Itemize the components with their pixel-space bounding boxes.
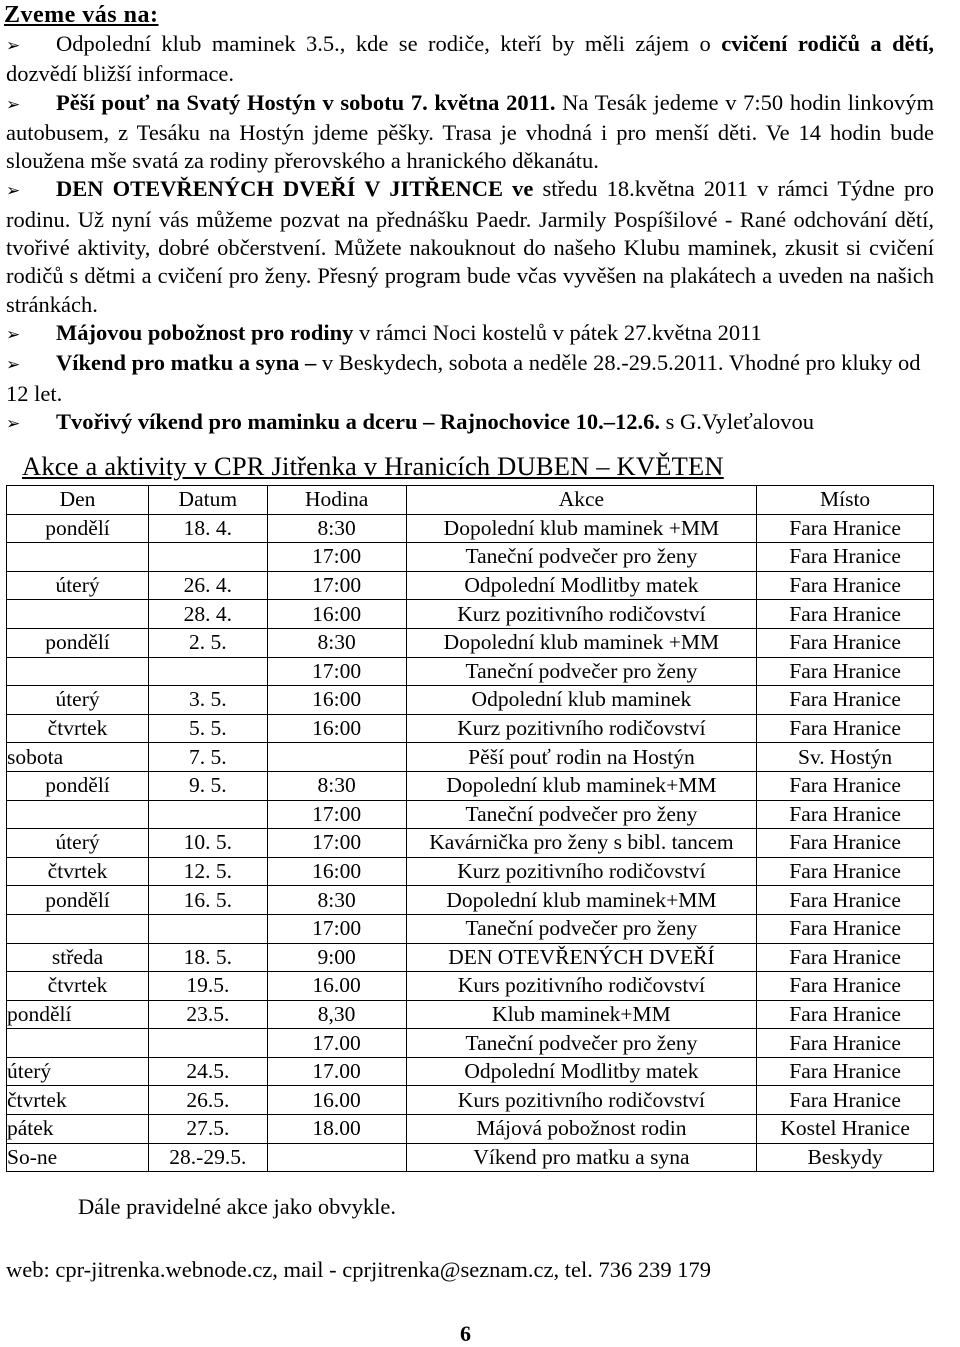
cell-misto: Fara Hranice	[757, 657, 934, 686]
cell-misto: Beskydy	[757, 1143, 934, 1172]
cell-datum: 18. 5.	[149, 943, 268, 972]
cell-datum	[149, 1029, 268, 1058]
cell-datum: 16. 5.	[149, 886, 268, 915]
cell-misto: Fara Hranice	[757, 771, 934, 800]
cell-datum: 12. 5.	[149, 857, 268, 886]
cell-datum: 28.-29.5.	[149, 1143, 268, 1172]
table-row	[7, 657, 934, 686]
table-row	[7, 686, 934, 715]
cell-hodina: 8:30	[267, 514, 406, 543]
cell-misto: Fara Hranice	[757, 686, 934, 715]
invitation-item-pilgrimage: ➢ Pěší pouť na Svatý Hostýn v sobotu 7. května 2011. Na Tesák jedeme v 7:50 hodin linkovým autobusem, z Tesáku na Hostýn jdeme pěšky. Trasa je vhodná i pro menší děti. Ve 14 hodin bude sloužena mše svatá za rodiny přerovského a hranického děkanátu.	[6, 89, 935, 174]
cell-akce: Taneční podvečer pro ženy	[406, 800, 757, 829]
table-row	[7, 1000, 934, 1029]
cell-den	[7, 543, 149, 572]
cell-misto: Fara Hranice	[757, 514, 934, 543]
cell-datum: 26. 4.	[149, 571, 268, 600]
table-row	[7, 1086, 934, 1115]
cell-hodina: 16:00	[267, 600, 406, 629]
table-row	[7, 943, 934, 972]
cell-den: pondělí	[7, 514, 149, 543]
cell-hodina: 17:00	[267, 657, 406, 686]
cell-akce: Kurs pozitivního rodičovství	[406, 972, 757, 1001]
cell-hodina: 17:00	[267, 829, 406, 858]
cell-den	[7, 600, 149, 629]
column-header-den: Den	[7, 486, 149, 515]
cell-akce: Kurs pozitivního rodičovství	[406, 1086, 757, 1115]
cell-datum: 24.5.	[149, 1057, 268, 1086]
cell-den: pondělí	[7, 628, 149, 657]
table-row	[7, 914, 934, 943]
arrow-bullet-icon: ➢	[6, 94, 21, 115]
cell-den: pondělí	[7, 771, 149, 800]
cell-misto: Sv. Hostýn	[757, 743, 934, 772]
cell-den: středa	[7, 943, 149, 972]
cell-datum: 2. 5.	[149, 628, 268, 657]
invitation-item-may-devotion: ➢ Májovou pobožnost pro rodiny v rámci Noci kostelů v pátek 27.května 2011	[6, 319, 934, 349]
cell-den: čtvrtek	[7, 1086, 149, 1115]
cell-akce: Odpolední Modlitby matek	[406, 1057, 757, 1086]
cell-akce: Kurz pozitivního rodičovství	[406, 714, 757, 743]
cell-hodina	[267, 1143, 406, 1172]
invitation-list	[6, 30, 934, 438]
cell-misto: Fara Hranice	[757, 1029, 934, 1058]
table-row	[7, 628, 934, 657]
column-header-hodina: Hodina	[267, 486, 406, 515]
cell-datum	[149, 800, 268, 829]
cell-datum: 26.5.	[149, 1086, 268, 1115]
cell-hodina: 16:00	[267, 714, 406, 743]
cell-akce: Taneční podvečer pro ženy	[406, 543, 757, 572]
cell-akce: Taneční podvečer pro ženy	[406, 914, 757, 943]
cell-den: úterý	[7, 686, 149, 715]
table-row	[7, 1143, 934, 1172]
regular-events-note: Dále pravidelné akce jako obvykle.	[78, 1194, 396, 1219]
cell-misto: Fara Hranice	[757, 543, 934, 572]
cell-datum: 9. 5.	[149, 771, 268, 800]
cell-den: pátek	[7, 1115, 149, 1144]
cell-akce: Kurz pozitivního rodičovství	[406, 857, 757, 886]
cell-datum: 5. 5.	[149, 714, 268, 743]
table-row	[7, 1029, 934, 1058]
cell-akce: Májová pobožnost rodin	[406, 1115, 757, 1144]
table-row	[7, 972, 934, 1001]
schedule-body	[7, 514, 934, 1172]
table-row	[7, 743, 934, 772]
cell-misto: Fara Hranice	[757, 600, 934, 629]
cell-misto: Fara Hranice	[757, 943, 934, 972]
arrow-bullet-icon: ➢	[6, 413, 21, 434]
cell-hodina: 9:00	[267, 943, 406, 972]
cell-den: čtvrtek	[7, 714, 149, 743]
cell-misto: Fara Hranice	[757, 972, 934, 1001]
cell-misto: Fara Hranice	[757, 1086, 934, 1115]
cell-hodina: 8,30	[267, 1000, 406, 1029]
schedule-header-row	[7, 486, 934, 515]
cell-misto: Fara Hranice	[757, 714, 934, 743]
column-header-misto: Místo	[757, 486, 934, 515]
cell-hodina: 18.00	[267, 1115, 406, 1144]
cell-misto: Fara Hranice	[757, 1000, 934, 1029]
cell-akce: Odpolední Modlitby matek	[406, 571, 757, 600]
cell-den: úterý	[7, 1057, 149, 1086]
cell-akce: Odpolední klub maminek	[406, 686, 757, 715]
cell-misto: Fara Hranice	[757, 886, 934, 915]
cell-hodina: 16:00	[267, 857, 406, 886]
cell-datum: 3. 5.	[149, 686, 268, 715]
cell-akce: Kavárnička pro ženy s bibl. tancem	[406, 829, 757, 858]
cell-misto: Fara Hranice	[757, 829, 934, 858]
column-header-akce: Akce	[406, 486, 757, 515]
cell-hodina: 16.00	[267, 972, 406, 1001]
cell-akce: Dopolední klub maminek +MM	[406, 514, 757, 543]
cell-hodina: 17.00	[267, 1029, 406, 1058]
cell-datum: 19.5.	[149, 972, 268, 1001]
table-row	[7, 857, 934, 886]
cell-hodina: 17.00	[267, 1057, 406, 1086]
cell-den	[7, 914, 149, 943]
column-header-datum: Datum	[149, 486, 268, 515]
table-row	[7, 1115, 934, 1144]
cell-den	[7, 657, 149, 686]
cell-hodina: 17:00	[267, 800, 406, 829]
invitation-item-weekend-son: ➢ Víkend pro matku a syna – v Beskydech, sobota a neděle 28.-29.5.2011. Vhodné pro kluky od 12 let.	[6, 350, 921, 406]
cell-datum: 27.5.	[149, 1115, 268, 1144]
cell-akce: Víkend pro matku a syna	[406, 1143, 757, 1172]
cell-den: So-ne	[7, 1143, 149, 1172]
cell-misto: Kostel Hranice	[757, 1115, 934, 1144]
cell-misto: Fara Hranice	[757, 571, 934, 600]
cell-hodina: 8:30	[267, 628, 406, 657]
cell-akce: Dopolední klub maminek+MM	[406, 771, 757, 800]
cell-datum: 18. 4.	[149, 514, 268, 543]
cell-akce: Dopolední klub maminek+MM	[406, 886, 757, 915]
table-row	[7, 714, 934, 743]
cell-datum	[149, 543, 268, 572]
table-row	[7, 600, 934, 629]
cell-den: čtvrtek	[7, 857, 149, 886]
page-number: 6	[460, 1321, 471, 1346]
table-row	[7, 829, 934, 858]
table-row	[7, 571, 934, 600]
schedule-title: Akce a aktivity v CPR Jitřenka v Hranicích DUBEN – KVĚTEN	[22, 451, 724, 481]
cell-misto: Fara Hranice	[757, 914, 934, 943]
cell-den: čtvrtek	[7, 972, 149, 1001]
table-row	[7, 800, 934, 829]
cell-datum: 28. 4.	[149, 600, 268, 629]
cell-akce: DEN OTEVŘENÝCH DVEŘÍ	[406, 943, 757, 972]
cell-akce: Pěší pouť rodin na Hostýn	[406, 743, 757, 772]
cell-misto: Fara Hranice	[757, 628, 934, 657]
table-row	[7, 514, 934, 543]
cell-den	[7, 800, 149, 829]
invitation-item-weekend-daughter: ➢ Tvořivý víkend pro maminku a dceru – Rajnochovice 10.–12.6. s G.Vyleťalovou	[6, 408, 934, 438]
cell-den: úterý	[7, 571, 149, 600]
cell-den: sobota	[7, 743, 149, 772]
cell-hodina: 17:00	[267, 914, 406, 943]
arrow-bullet-icon: ➢	[6, 324, 21, 345]
table-row	[7, 543, 934, 572]
contact-footer: web: cpr-jitrenka.webnode.cz, mail - cprjitrenka@seznam.cz, tel. 736 239 179	[6, 1257, 712, 1282]
arrow-bullet-icon: ➢	[6, 181, 21, 202]
invitation-heading: Zveme vás na:	[4, 2, 159, 28]
schedule-table	[6, 485, 934, 1172]
cell-misto: Fara Hranice	[757, 800, 934, 829]
cell-akce: Taneční podvečer pro ženy	[406, 657, 757, 686]
cell-hodina	[267, 743, 406, 772]
table-row	[7, 771, 934, 800]
cell-hodina: 17:00	[267, 543, 406, 572]
arrow-bullet-icon: ➢	[6, 355, 21, 376]
cell-den: úterý	[7, 829, 149, 858]
cell-akce: Taneční podvečer pro ženy	[406, 1029, 757, 1058]
table-row	[7, 886, 934, 915]
cell-datum	[149, 914, 268, 943]
cell-akce: Klub maminek+MM	[406, 1000, 757, 1029]
cell-hodina: 16.00	[267, 1086, 406, 1115]
cell-den	[7, 1029, 149, 1058]
table-row	[7, 1057, 934, 1086]
cell-misto: Fara Hranice	[757, 857, 934, 886]
cell-misto: Fara Hranice	[757, 1057, 934, 1086]
cell-den: pondělí	[7, 886, 149, 915]
invitation-item-club: ➢ Odpolední klub maminek 3.5., kde se rodiče, kteří by měli zájem o cvičení rodičů a dětí, dozvědí bližší informace.	[6, 31, 934, 87]
cell-datum: 10. 5.	[149, 829, 268, 858]
cell-datum: 23.5.	[149, 1000, 268, 1029]
cell-akce: Kurz pozitivního rodičovství	[406, 600, 757, 629]
cell-akce: Dopolední klub maminek +MM	[406, 628, 757, 657]
cell-hodina: 8:30	[267, 886, 406, 915]
cell-hodina: 17:00	[267, 571, 406, 600]
cell-datum: 7. 5.	[149, 743, 268, 772]
arrow-bullet-icon: ➢	[6, 36, 21, 56]
invitation-item-open-day: ➢ DEN OTEVŘENÝCH DVEŘÍ V JITŘENCE ve středu 18.května 2011 v rámci Týdne pro rodinu. Už nyní vás můžeme pozvat na přednášku Paedr. Jarmily Pospíšilové - Rané odchování dětí, tvořivé aktivity, dobré občerstvení. Můžete nakouknout do našeho Klubu maminek, zkusit si cvičení rodičů s dětmi a cvičení pro ženy. Přesný program bude včas vyvěšen na plakátech a uveden na našich stránkách.	[6, 176, 934, 317]
cell-hodina: 16:00	[267, 686, 406, 715]
cell-den: pondělí	[7, 1000, 149, 1029]
cell-datum	[149, 657, 268, 686]
cell-hodina: 8:30	[267, 771, 406, 800]
